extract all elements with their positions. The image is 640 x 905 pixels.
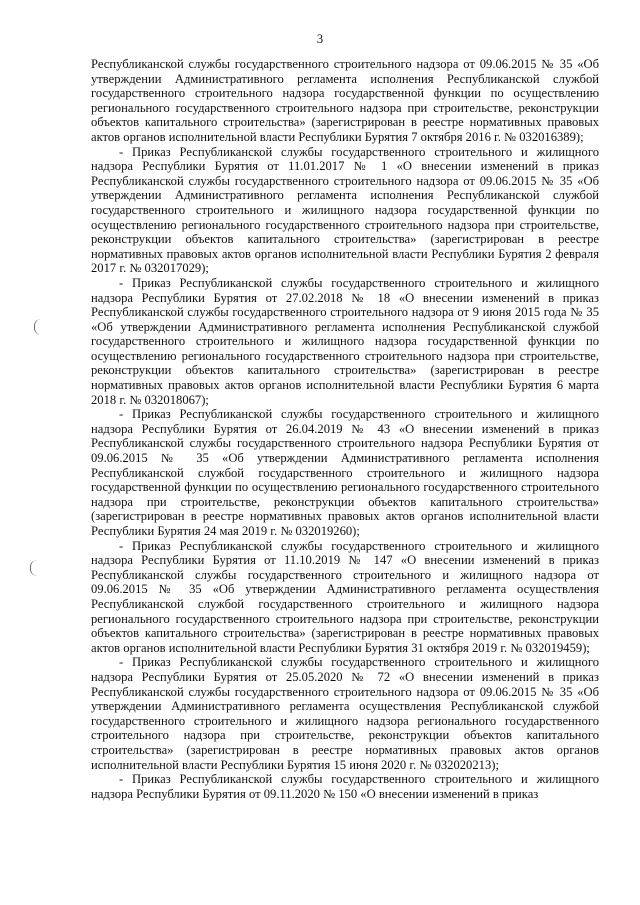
- paragraph-order-2020-may: - Приказ Республиканской службы государственного строительного и жилищного надзора Республики Бурятия от 25.05.2020 № 72 «О внесении изменений в приказ Республиканской службы государственного строительного надзора от 09.06.2015 № 35 «Об утверждении Административного регламента осуществления Республиканской службой государственного строительного и жилищного надзора регионального государственного строительного надзора при строительстве, реконструкции объектов капитального строительства» (зарегистрирован в реестре нормативных правовых актов органов исполнительной власти Республики Бурятия 15 июня 2020 г. № 032020213);: [91, 655, 599, 772]
- document-body: [91, 57, 599, 801]
- paragraph-continuation: Республиканской службы государственного строительного надзора от 09.06.2015 № 35 «Об утверждении Административного регламента исполнения Республиканской службой государственного строительного надзора государственной функции по осуществлению регионального государственного строительного надзора при строительстве, реконструкции объектов капитального строительства» (зарегистрирован в реестре нормативных правовых актов органов исполнительной власти Республики Бурятия 7 октября 2016 г. № 032016389);: [91, 57, 599, 144]
- paragraph-order-2017: - Приказ Республиканской службы государственного строительного и жилищного надзора Республики Бурятия от 11.01.2017 № 1 «О внесении изменений в приказ Республиканской службы государственного строительного надзора от 09.06.2015 № 35 «Об утверждении Административного регламента исполнения Республиканской службой государственного строительного и жилищного надзора государственной функции по осуществлению регионального государственного строительного надзора при строительстве, реконструкции объектов капитального строительства» (зарегистрирован в реестре нормативных правовых актов органов исполнительной власти Республики Бурятия 2 февраля 2017 г. № 032017029);: [91, 144, 599, 276]
- paragraph-order-2020-november: - Приказ Республиканской службы государственного строительного и жилищного надзора Республики Бурятия от 09.11.2020 № 150 «О внесении изменений в приказ: [91, 772, 599, 801]
- paragraph-order-2018: - Приказ Республиканской службы государственного строительного и жилищного надзора Республики Бурятия от 27.02.2018 № 18 «О внесении изменений в приказ Республиканской службы государственного строительного надзора от 9 июня 2015 года № 35 «Об утверждении Административного регламента исполнения Республиканской службой государственного строительного и жилищного надзора государственной функции по осуществлению регионального государственного строительного надзора при строительстве, реконструкции объектов капитального строительства» (зарегистрирован в реестре нормативных правовых актов органов исполнительной власти Республики Бурятия 6 марта 2018 г. № 032018067);: [91, 275, 599, 407]
- margin-mark: [34, 319, 41, 335]
- paragraph-order-2019-october: - Приказ Республиканской службы государственного строительного и жилищного надзора Республики Бурятия от 11.10.2019 № 147 «О внесении изменений в приказ Республиканской службы государственного строительного и жилищного надзора от 09.06.2015 № 35 «Об утверждении Административного регламента осуществления Республиканской службой государственного строительного и жилищного надзора регионального государственного строительного надзора при строительстве, реконструкции объектов капитального строительства» (зарегистрирован в реестре нормативных правовых актов органов исполнительной власти Республики Бурятия 31 октября 2019 г. № 032019459);: [91, 538, 599, 655]
- paragraph-order-2019-april: - Приказ Республиканской службы государственного строительного и жилищного надзора Республики Бурятия от 26.04.2019 № 43 «О внесении изменений в приказ Республиканской службы государственного строительного надзора Республики Бурятия от 09.06.2015 № 35 «Об утверждении Административного регламента исполнения Республиканской службой государственного строительного и жилищного надзора государственной функции по осуществлению регионального государственного строительного надзора при строительстве, реконструкции объектов капитального строительства» (зарегистрирован в реестре нормативных правовых актов органов исполнительной власти Республики Бурятия 24 мая 2019 г. № 032019260);: [91, 407, 599, 538]
- page-number: 3: [316, 32, 324, 46]
- margin-mark: [30, 560, 37, 576]
